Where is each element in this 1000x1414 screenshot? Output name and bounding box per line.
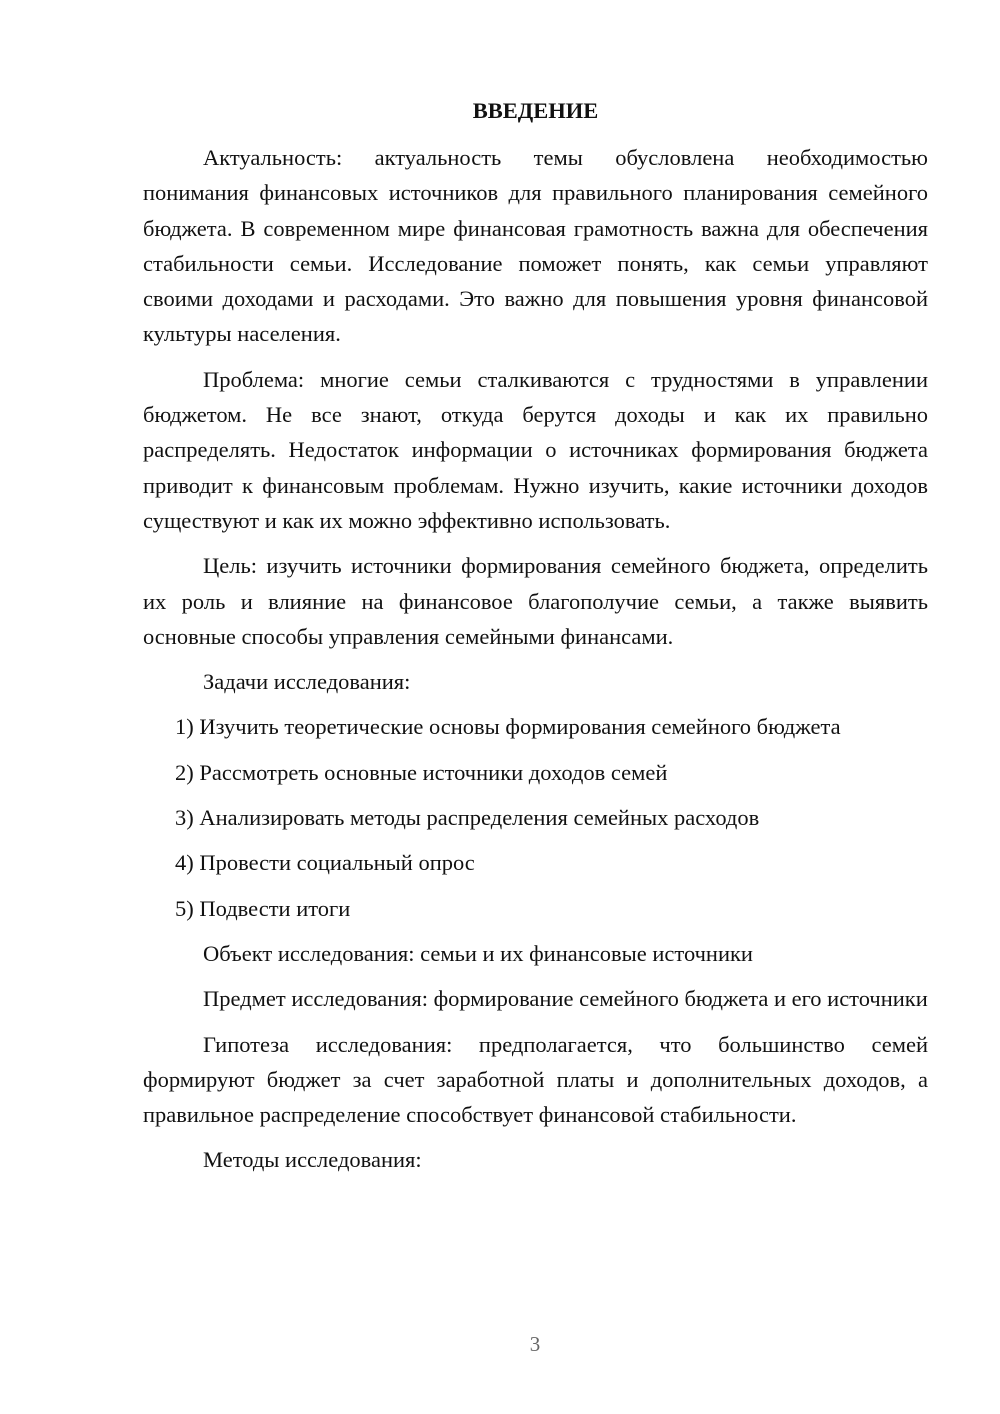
task-item-3: 3) Анализировать методы распределения семейных расходов <box>175 805 760 831</box>
paragraph-goal: Цель: изучить источники формирования семейного бюджета, определить их роль и влияние на финансовое благополучие семьи, а также выявить основные способы управления семейными финансами. <box>143 553 928 649</box>
tasks-list <box>143 709 928 925</box>
task-item-2: 2) Рассмотреть основные источники доходов семей <box>175 759 668 785</box>
research-hypothesis: Гипотеза исследования: предполагается, что большинство семей формируют бюджет за счет заработной платы и дополнительных доходов, а правильное распределение способствует финансовой стабильности. <box>143 1031 928 1128</box>
tasks-heading: Задачи исследования: <box>203 669 411 695</box>
task-item-5: 5) Подвести итоги <box>175 895 351 921</box>
page-title: ВВЕДЕНИЕ <box>472 98 599 123</box>
research-subject: Предмет исследования: формирование семейного бюджета и его источники <box>203 986 928 1012</box>
paragraph-relevance: Актуальность: актуальность темы обусловлена необходимостью понимания финансовых источников для правильного планирования семейного бюджета. В современном мире финансовая грамотность важна для обеспечения стабильности семьи. Исследование поможет понять, как семьи управляют своими доходами и расходами. Это важно для повышения уровня финансовой культуры населения. <box>143 145 928 347</box>
page-number: 3 <box>529 1332 541 1356</box>
task-item-4: 4) Провести социальный опрос <box>175 850 475 876</box>
paragraph-problem: Проблема: многие семьи сталкиваются с трудностями в управлении бюджетом. Не все знают, откуда берутся доходы и как их правильно распределять. Недостаток информации о источниках формирования бюджета приводит к финансовым проблемам. Нужно изучить, какие источники доходов существуют и как их можно эффективно использовать. <box>143 366 928 533</box>
task-item-1: 1) Изучить теоретические основы формирования семейного бюджета <box>175 714 841 740</box>
research-object: Объект исследования: семьи и их финансовые источники <box>203 940 753 966</box>
methods-heading: Методы исследования: <box>203 1147 422 1173</box>
